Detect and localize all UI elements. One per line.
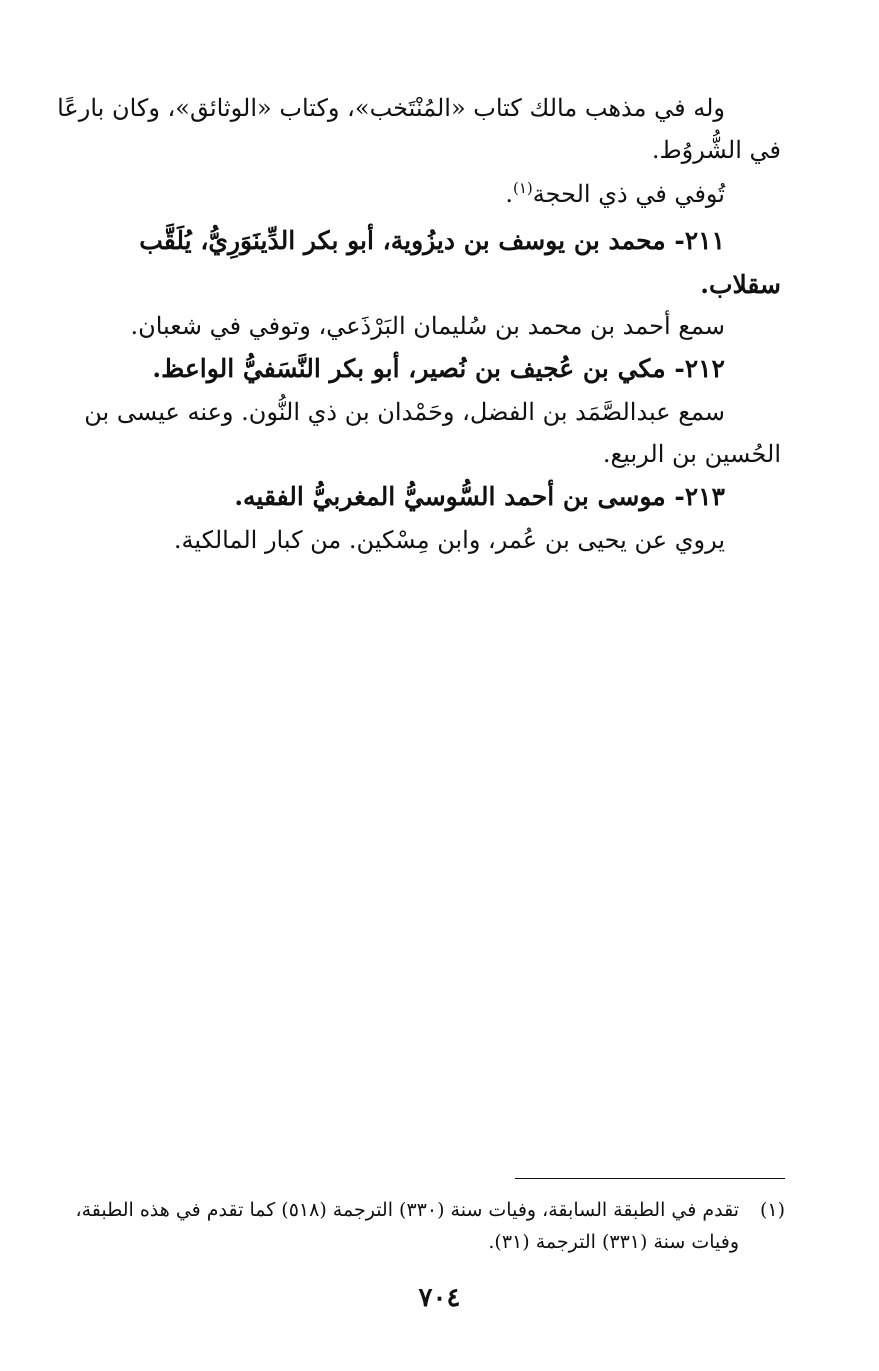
page-number: ٧٠٤ <box>418 1283 461 1313</box>
footnote-line-1-text: تقدم في الطبقة السابقة، وفيات سنة (٣٣٠) الترجمة (٥١٨) كما تقدم في هذه الطبقة، <box>75 1199 739 1221</box>
footnote-line-2: وفيات سنة (٣٣١) الترجمة (٣١). <box>488 1231 739 1253</box>
paragraph-2 <box>505 172 781 217</box>
entry-213-body: يروي عن يحيى بن عُمر، وابن مِسْكين. من كبار المالكية. <box>173 526 725 554</box>
entry-212-body-line-2: الحُسين بن الربيع. <box>602 440 781 468</box>
footnote-reference: (١) <box>512 179 533 197</box>
paragraph-1-line-2: في الشُّروُط. <box>651 136 781 164</box>
entry-211-heading-line-2: سقلاب. <box>700 270 781 299</box>
paragraph-2-text: تُوفي في ذي الحجة <box>532 180 725 208</box>
paragraph-2-end: . <box>505 180 513 208</box>
entry-212-heading: ٢١٢- مكي بن عُجيف بن نُصير، أبو بكر النَّسَفيُّ الواعظ. <box>152 354 725 383</box>
entry-211-body: سمع أحمد بن محمد بن سُليمان البَرْذَعي، وتوفي في شعبان. <box>130 312 725 340</box>
footnote-separator <box>515 1178 785 1179</box>
footnote <box>35 1194 785 1258</box>
entry-211-heading-line-1: ٢١١- محمد بن يوسف بن ديزُوية، أبو بكر الدِّينَوَرِيُّ، يُلَقَّب <box>139 226 725 255</box>
entry-213-heading: ٢١٣- موسى بن أحمد السُّوسيُّ المغربيُّ الفقيه. <box>234 482 725 511</box>
paragraph-1-line-1: وله في مذهب مالك كتاب «المُنْتَخب»، وكتاب «الوثائق»، وكان بارعًا <box>57 94 725 122</box>
footnote-line-1 <box>35 1194 785 1226</box>
entry-212-body-line-1: سمع عبدالصَّمَد بن الفضل، وحَمْدان بن ذي النُّون. وعنه عيسى بن <box>84 398 725 426</box>
footnote-marker: (١) <box>759 1199 785 1221</box>
